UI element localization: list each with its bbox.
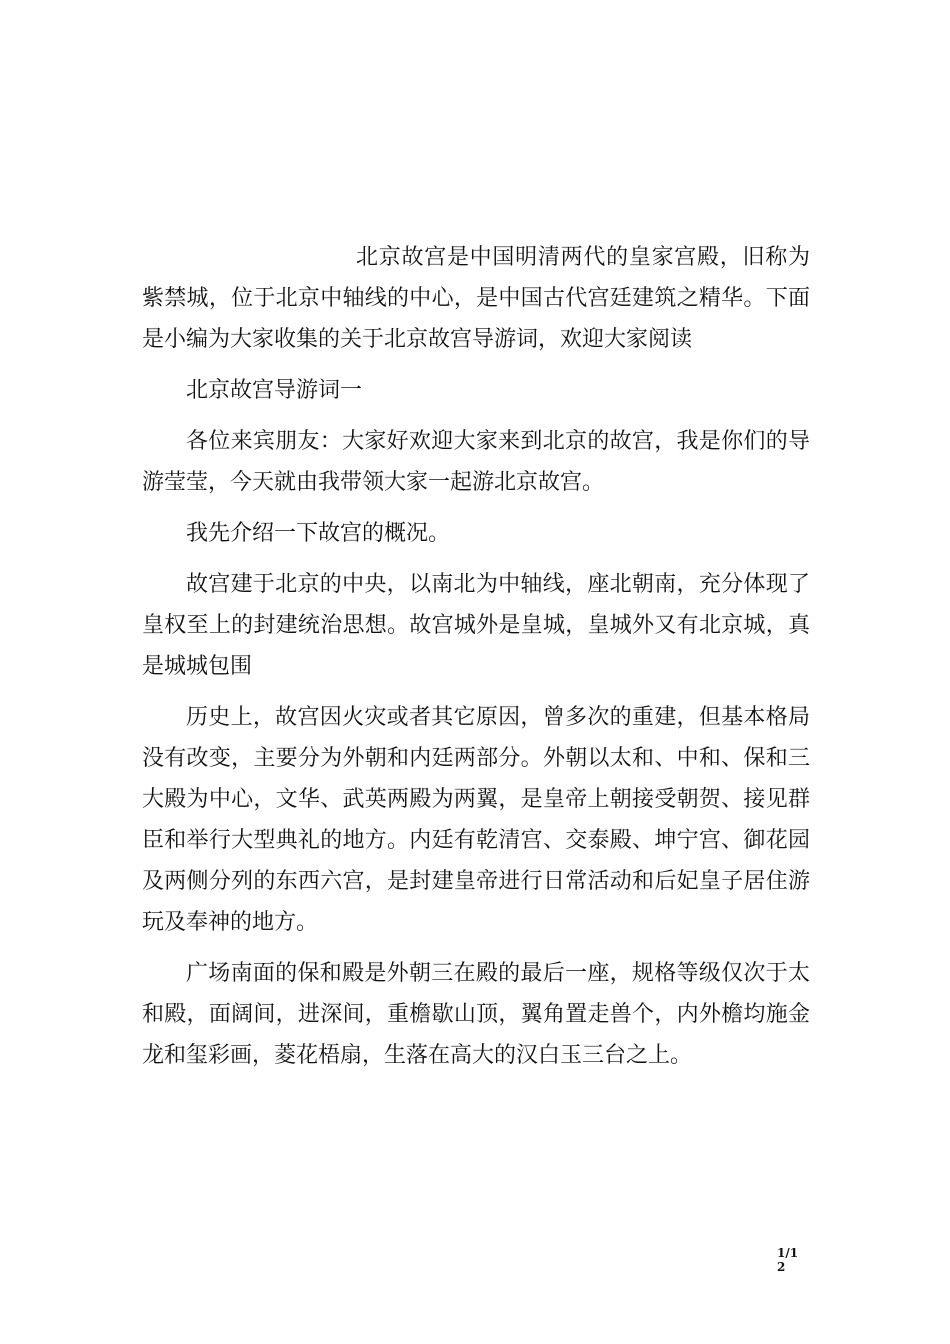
paragraph-history: 历史上，故宫因火灾或者其它原因，曾多次的重建，但基本格局没有改变，主要分为外朝和内廷两部分。外朝以太和、中和、保和三大殿为中心，文华、武英两殿为两翼，是皇帝上朝接受朝贺、接见群臣和举行大型典礼的地方。内廷有乾清宫、交泰殿、坤宁宫、御花园及两侧分列的东西六宫，是封建皇帝进行日常活动和后妃皇子居住游玩及奉神的地方。 [142,705,810,935]
intro-paragraph: 北京故宫是中国明清两代的皇家宫殿，旧称为紫禁城，位于北京中轴线的中心，是中国古代宫廷建筑之精华。下面是小编为大家收集的关于北京故宫导游词，欢迎大家阅读 [142,245,810,352]
paragraph-location: 故宫建于北京的中央，以南北为中轴线，座北朝南，充分体现了皇权至上的封建统治思想。故宫城外是皇城，皇城外又有北京城，真是城城包围 [142,572,810,679]
paragraph-overview-intro: 我先介绍一下故宫的概况。 [186,521,451,546]
page-number: 1/12 [777,1246,799,1274]
paragraph-baohe-hall: 广场南面的保和殿是外朝三在殿的最后一座，规格等级仅次于太和殿，面阔间，进深间，重檐歇山顶，翼角置走兽个，内外檐均施金龙和玺彩画，菱花梧扇，生落在高大的汉白玉三台之上。 [142,961,810,1068]
section-heading: 北京故宫导游词一 [186,378,363,403]
paragraph-greeting: 各位来宾朋友：大家好欢迎大家来到北京的故宫，我是你们的导游莹莹，今天就由我带领大家一起游北京故宫。 [142,429,810,495]
document-body [142,237,810,1076]
